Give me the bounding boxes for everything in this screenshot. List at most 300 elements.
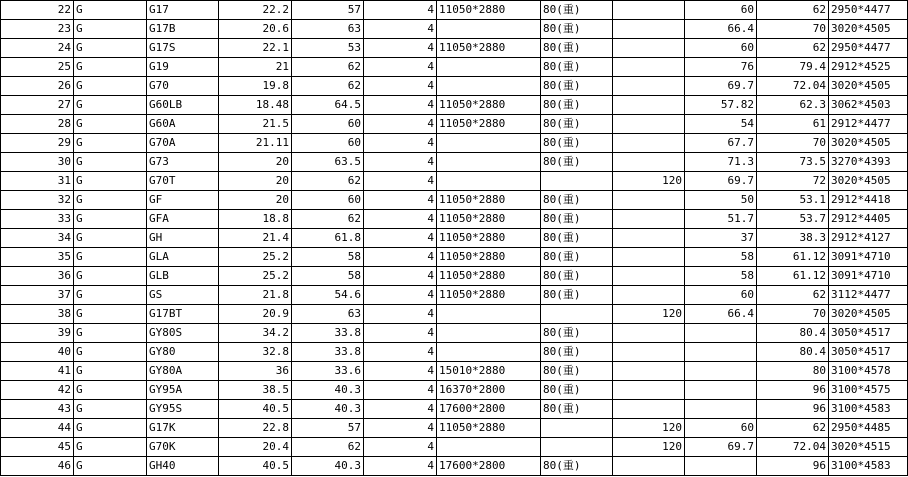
cell-size[interactable]: 3112*4477 — [829, 286, 908, 305]
cell-type[interactable]: G — [74, 77, 147, 96]
cell-col-value-c[interactable] — [613, 286, 685, 305]
cell-weight-class[interactable]: 80(重) — [541, 1, 613, 20]
cell-col-value-a[interactable]: 21.11 — [219, 134, 292, 153]
cell-col-value-a[interactable]: 22.1 — [219, 39, 292, 58]
cell-model[interactable]: GF — [147, 191, 219, 210]
cell-col-value-a[interactable]: 34.2 — [219, 324, 292, 343]
cell-col-count[interactable]: 4 — [364, 1, 437, 20]
cell-col-value-a[interactable]: 20 — [219, 153, 292, 172]
cell-size[interactable]: 3100*4578 — [829, 362, 908, 381]
cell-col-value-d[interactable] — [685, 362, 757, 381]
cell-col-count[interactable]: 4 — [364, 267, 437, 286]
cell-col-value-a[interactable]: 21.5 — [219, 115, 292, 134]
cell-type[interactable]: G — [74, 267, 147, 286]
cell-row-number[interactable]: 26 — [1, 77, 74, 96]
cell-col-value-b[interactable]: 54.6 — [292, 286, 364, 305]
cell-weight-class[interactable]: 80(重) — [541, 457, 613, 476]
cell-weight-class[interactable] — [541, 419, 613, 438]
cell-col-value-a[interactable]: 18.8 — [219, 210, 292, 229]
cell-col-value-c[interactable] — [613, 343, 685, 362]
cell-type[interactable]: G — [74, 419, 147, 438]
cell-col-value-b[interactable]: 60 — [292, 191, 364, 210]
cell-size[interactable]: 2912*4477 — [829, 115, 908, 134]
cell-col-value-b[interactable]: 58 — [292, 248, 364, 267]
cell-size[interactable]: 3020*4505 — [829, 305, 908, 324]
cell-model[interactable]: G17B — [147, 20, 219, 39]
cell-weight-class[interactable] — [541, 438, 613, 457]
cell-dimensions[interactable] — [437, 305, 541, 324]
cell-col-count[interactable]: 4 — [364, 39, 437, 58]
cell-col-value-a[interactable]: 22.8 — [219, 419, 292, 438]
cell-dimensions[interactable]: 15010*2880 — [437, 362, 541, 381]
cell-col-value-e[interactable]: 62 — [757, 419, 829, 438]
cell-col-value-d[interactable]: 67.7 — [685, 134, 757, 153]
cell-col-value-b[interactable]: 62 — [292, 172, 364, 191]
cell-row-number[interactable]: 32 — [1, 191, 74, 210]
cell-col-value-c[interactable] — [613, 229, 685, 248]
cell-col-count[interactable]: 4 — [364, 438, 437, 457]
cell-col-value-c[interactable]: 120 — [613, 305, 685, 324]
cell-row-number[interactable]: 46 — [1, 457, 74, 476]
cell-row-number[interactable]: 42 — [1, 381, 74, 400]
cell-col-value-c[interactable]: 120 — [613, 438, 685, 457]
cell-col-value-b[interactable]: 33.8 — [292, 324, 364, 343]
cell-col-value-b[interactable]: 58 — [292, 267, 364, 286]
cell-col-value-b[interactable]: 62 — [292, 58, 364, 77]
cell-col-value-e[interactable]: 80.4 — [757, 324, 829, 343]
cell-dimensions[interactable]: 11050*2880 — [437, 191, 541, 210]
cell-col-value-b[interactable]: 62 — [292, 210, 364, 229]
cell-dimensions[interactable]: 16370*2800 — [437, 381, 541, 400]
cell-weight-class[interactable]: 80(重) — [541, 20, 613, 39]
cell-col-value-c[interactable] — [613, 1, 685, 20]
cell-col-count[interactable]: 4 — [364, 343, 437, 362]
cell-type[interactable]: G — [74, 248, 147, 267]
cell-size[interactable]: 3020*4505 — [829, 20, 908, 39]
cell-model[interactable]: G70 — [147, 77, 219, 96]
cell-model[interactable]: GLB — [147, 267, 219, 286]
cell-col-value-e[interactable]: 80.4 — [757, 343, 829, 362]
cell-col-value-a[interactable]: 21.4 — [219, 229, 292, 248]
cell-dimensions[interactable]: 11050*2880 — [437, 96, 541, 115]
cell-model[interactable]: G70T — [147, 172, 219, 191]
cell-col-count[interactable]: 4 — [364, 20, 437, 39]
cell-weight-class[interactable]: 80(重) — [541, 400, 613, 419]
cell-col-value-c[interactable] — [613, 381, 685, 400]
cell-size[interactable]: 3091*4710 — [829, 267, 908, 286]
cell-size[interactable]: 3020*4505 — [829, 134, 908, 153]
cell-dimensions[interactable]: 17600*2800 — [437, 457, 541, 476]
cell-col-value-c[interactable] — [613, 267, 685, 286]
cell-weight-class[interactable]: 80(重) — [541, 191, 613, 210]
cell-dimensions[interactable] — [437, 20, 541, 39]
cell-col-value-b[interactable]: 57 — [292, 1, 364, 20]
cell-type[interactable]: G — [74, 39, 147, 58]
cell-model[interactable]: GY80S — [147, 324, 219, 343]
cell-dimensions[interactable]: 11050*2880 — [437, 286, 541, 305]
cell-weight-class[interactable]: 80(重) — [541, 58, 613, 77]
cell-size[interactable]: 3050*4517 — [829, 343, 908, 362]
cell-col-value-d[interactable]: 66.4 — [685, 305, 757, 324]
cell-row-number[interactable]: 44 — [1, 419, 74, 438]
cell-type[interactable]: G — [74, 134, 147, 153]
cell-size[interactable]: 2950*4485 — [829, 419, 908, 438]
cell-col-value-e[interactable]: 61.12 — [757, 267, 829, 286]
cell-col-value-d[interactable]: 69.7 — [685, 438, 757, 457]
cell-col-value-e[interactable]: 62 — [757, 39, 829, 58]
cell-col-count[interactable]: 4 — [364, 305, 437, 324]
cell-row-number[interactable]: 22 — [1, 1, 74, 20]
cell-type[interactable]: G — [74, 191, 147, 210]
cell-col-count[interactable]: 4 — [364, 324, 437, 343]
cell-dimensions[interactable]: 11050*2880 — [437, 1, 541, 20]
cell-col-count[interactable]: 4 — [364, 96, 437, 115]
cell-col-value-a[interactable]: 20.4 — [219, 438, 292, 457]
cell-col-value-a[interactable]: 40.5 — [219, 400, 292, 419]
cell-col-value-d[interactable]: 50 — [685, 191, 757, 210]
cell-weight-class[interactable]: 80(重) — [541, 229, 613, 248]
cell-model[interactable]: G70A — [147, 134, 219, 153]
cell-col-value-c[interactable] — [613, 96, 685, 115]
cell-type[interactable]: G — [74, 286, 147, 305]
cell-col-value-a[interactable]: 20 — [219, 191, 292, 210]
cell-size[interactable]: 2912*4405 — [829, 210, 908, 229]
cell-weight-class[interactable]: 80(重) — [541, 115, 613, 134]
cell-model[interactable]: G19 — [147, 58, 219, 77]
cell-col-count[interactable]: 4 — [364, 229, 437, 248]
cell-row-number[interactable]: 37 — [1, 286, 74, 305]
cell-col-count[interactable]: 4 — [364, 58, 437, 77]
cell-size[interactable]: 3062*4503 — [829, 96, 908, 115]
cell-col-value-a[interactable]: 19.8 — [219, 77, 292, 96]
cell-col-value-d[interactable] — [685, 400, 757, 419]
cell-dimensions[interactable]: 11050*2880 — [437, 229, 541, 248]
cell-col-value-b[interactable]: 63.5 — [292, 153, 364, 172]
cell-weight-class[interactable]: 80(重) — [541, 381, 613, 400]
cell-col-value-d[interactable]: 60 — [685, 1, 757, 20]
cell-row-number[interactable]: 27 — [1, 96, 74, 115]
cell-type[interactable]: G — [74, 229, 147, 248]
cell-dimensions[interactable] — [437, 343, 541, 362]
cell-weight-class[interactable]: 80(重) — [541, 343, 613, 362]
cell-type[interactable]: G — [74, 400, 147, 419]
cell-col-value-b[interactable]: 40.3 — [292, 400, 364, 419]
cell-type[interactable]: G — [74, 343, 147, 362]
cell-row-number[interactable]: 25 — [1, 58, 74, 77]
cell-size[interactable]: 3100*4583 — [829, 457, 908, 476]
cell-col-value-e[interactable]: 96 — [757, 457, 829, 476]
cell-col-value-c[interactable] — [613, 248, 685, 267]
cell-size[interactable]: 3091*4710 — [829, 248, 908, 267]
cell-dimensions[interactable] — [437, 153, 541, 172]
cell-weight-class[interactable]: 80(重) — [541, 267, 613, 286]
cell-col-count[interactable]: 4 — [364, 362, 437, 381]
cell-model[interactable]: GY95A — [147, 381, 219, 400]
cell-col-value-c[interactable] — [613, 58, 685, 77]
cell-row-number[interactable]: 24 — [1, 39, 74, 58]
cell-col-count[interactable]: 4 — [364, 419, 437, 438]
cell-row-number[interactable]: 38 — [1, 305, 74, 324]
cell-col-value-d[interactable]: 51.7 — [685, 210, 757, 229]
cell-row-number[interactable]: 36 — [1, 267, 74, 286]
cell-type[interactable]: G — [74, 58, 147, 77]
cell-col-value-d[interactable]: 60 — [685, 39, 757, 58]
cell-row-number[interactable]: 33 — [1, 210, 74, 229]
cell-col-value-a[interactable]: 32.8 — [219, 343, 292, 362]
cell-size[interactable]: 3020*4505 — [829, 172, 908, 191]
cell-size[interactable]: 3100*4575 — [829, 381, 908, 400]
cell-type[interactable]: G — [74, 438, 147, 457]
cell-col-value-d[interactable] — [685, 343, 757, 362]
cell-col-value-a[interactable]: 20.6 — [219, 20, 292, 39]
cell-col-count[interactable]: 4 — [364, 77, 437, 96]
cell-col-value-b[interactable]: 57 — [292, 419, 364, 438]
cell-dimensions[interactable] — [437, 77, 541, 96]
cell-weight-class[interactable]: 80(重) — [541, 77, 613, 96]
cell-weight-class[interactable] — [541, 172, 613, 191]
cell-model[interactable]: GY95S — [147, 400, 219, 419]
cell-col-value-b[interactable]: 63 — [292, 305, 364, 324]
cell-col-value-d[interactable]: 58 — [685, 267, 757, 286]
cell-col-value-e[interactable]: 62.3 — [757, 96, 829, 115]
cell-col-value-e[interactable]: 80 — [757, 362, 829, 381]
cell-weight-class[interactable]: 80(重) — [541, 134, 613, 153]
cell-row-number[interactable]: 39 — [1, 324, 74, 343]
cell-model[interactable]: G17S — [147, 39, 219, 58]
cell-type[interactable]: G — [74, 96, 147, 115]
cell-col-value-c[interactable] — [613, 115, 685, 134]
cell-col-value-b[interactable]: 64.5 — [292, 96, 364, 115]
cell-col-value-d[interactable]: 66.4 — [685, 20, 757, 39]
cell-size[interactable]: 2950*4477 — [829, 1, 908, 20]
cell-col-value-c[interactable] — [613, 134, 685, 153]
cell-type[interactable]: G — [74, 172, 147, 191]
cell-model[interactable]: GY80 — [147, 343, 219, 362]
cell-col-count[interactable]: 4 — [364, 172, 437, 191]
cell-size[interactable]: 3020*4505 — [829, 77, 908, 96]
cell-size[interactable]: 3270*4393 — [829, 153, 908, 172]
cell-size[interactable]: 2912*4127 — [829, 229, 908, 248]
cell-size[interactable]: 3050*4517 — [829, 324, 908, 343]
cell-col-value-a[interactable]: 20.9 — [219, 305, 292, 324]
cell-col-value-c[interactable] — [613, 191, 685, 210]
cell-col-value-e[interactable]: 72.04 — [757, 77, 829, 96]
cell-col-value-e[interactable]: 38.3 — [757, 229, 829, 248]
cell-col-value-b[interactable]: 33.8 — [292, 343, 364, 362]
cell-dimensions[interactable]: 11050*2880 — [437, 248, 541, 267]
cell-col-value-c[interactable] — [613, 457, 685, 476]
cell-col-value-b[interactable]: 33.6 — [292, 362, 364, 381]
cell-col-value-e[interactable]: 70 — [757, 134, 829, 153]
cell-weight-class[interactable]: 80(重) — [541, 39, 613, 58]
cell-dimensions[interactable] — [437, 324, 541, 343]
cell-col-value-e[interactable]: 70 — [757, 305, 829, 324]
cell-weight-class[interactable] — [541, 305, 613, 324]
cell-type[interactable]: G — [74, 210, 147, 229]
cell-dimensions[interactable]: 11050*2880 — [437, 267, 541, 286]
cell-size[interactable]: 2950*4477 — [829, 39, 908, 58]
cell-col-value-e[interactable]: 72.04 — [757, 438, 829, 457]
cell-col-count[interactable]: 4 — [364, 248, 437, 267]
cell-model[interactable]: GS — [147, 286, 219, 305]
cell-col-value-e[interactable]: 70 — [757, 20, 829, 39]
cell-col-value-a[interactable]: 18.48 — [219, 96, 292, 115]
cell-row-number[interactable]: 41 — [1, 362, 74, 381]
cell-size[interactable]: 3100*4583 — [829, 400, 908, 419]
cell-col-value-a[interactable]: 21 — [219, 58, 292, 77]
cell-col-value-e[interactable]: 96 — [757, 400, 829, 419]
cell-col-count[interactable]: 4 — [364, 400, 437, 419]
cell-col-value-b[interactable]: 62 — [292, 77, 364, 96]
cell-col-value-a[interactable]: 21.8 — [219, 286, 292, 305]
cell-col-value-c[interactable] — [613, 324, 685, 343]
cell-dimensions[interactable]: 17600*2800 — [437, 400, 541, 419]
cell-col-value-e[interactable]: 53.7 — [757, 210, 829, 229]
cell-col-value-e[interactable]: 62 — [757, 1, 829, 20]
cell-model[interactable]: G60LB — [147, 96, 219, 115]
cell-col-value-a[interactable]: 40.5 — [219, 457, 292, 476]
cell-col-value-d[interactable]: 54 — [685, 115, 757, 134]
cell-row-number[interactable]: 31 — [1, 172, 74, 191]
cell-weight-class[interactable]: 80(重) — [541, 153, 613, 172]
cell-col-value-b[interactable]: 62 — [292, 438, 364, 457]
cell-row-number[interactable]: 23 — [1, 20, 74, 39]
cell-col-value-d[interactable]: 57.82 — [685, 96, 757, 115]
cell-dimensions[interactable]: 11050*2880 — [437, 115, 541, 134]
cell-col-value-e[interactable]: 61 — [757, 115, 829, 134]
cell-col-value-c[interactable] — [613, 362, 685, 381]
cell-col-value-d[interactable]: 69.7 — [685, 172, 757, 191]
cell-col-value-b[interactable]: 40.3 — [292, 381, 364, 400]
cell-row-number[interactable]: 29 — [1, 134, 74, 153]
cell-col-value-d[interactable]: 76 — [685, 58, 757, 77]
cell-model[interactable]: G17BT — [147, 305, 219, 324]
cell-col-value-e[interactable]: 53.1 — [757, 191, 829, 210]
cell-col-value-a[interactable]: 22.2 — [219, 1, 292, 20]
cell-col-value-e[interactable]: 72 — [757, 172, 829, 191]
cell-type[interactable]: G — [74, 153, 147, 172]
cell-col-value-b[interactable]: 60 — [292, 134, 364, 153]
cell-row-number[interactable]: 30 — [1, 153, 74, 172]
cell-type[interactable]: G — [74, 362, 147, 381]
cell-row-number[interactable]: 43 — [1, 400, 74, 419]
cell-type[interactable]: G — [74, 1, 147, 20]
cell-col-value-c[interactable] — [613, 20, 685, 39]
cell-model[interactable]: GFA — [147, 210, 219, 229]
cell-col-value-c[interactable] — [613, 153, 685, 172]
cell-model[interactable]: G17 — [147, 1, 219, 20]
cell-col-value-d[interactable]: 60 — [685, 286, 757, 305]
cell-col-value-b[interactable]: 40.3 — [292, 457, 364, 476]
cell-dimensions[interactable]: 11050*2880 — [437, 419, 541, 438]
cell-model[interactable]: G70K — [147, 438, 219, 457]
cell-col-count[interactable]: 4 — [364, 210, 437, 229]
cell-type[interactable]: G — [74, 115, 147, 134]
cell-weight-class[interactable]: 80(重) — [541, 210, 613, 229]
cell-col-value-b[interactable]: 60 — [292, 115, 364, 134]
cell-col-value-d[interactable] — [685, 324, 757, 343]
cell-col-value-a[interactable]: 25.2 — [219, 248, 292, 267]
cell-weight-class[interactable]: 80(重) — [541, 248, 613, 267]
cell-col-value-d[interactable]: 60 — [685, 419, 757, 438]
cell-col-count[interactable]: 4 — [364, 286, 437, 305]
cell-col-value-e[interactable]: 61.12 — [757, 248, 829, 267]
cell-row-number[interactable]: 45 — [1, 438, 74, 457]
cell-dimensions[interactable] — [437, 58, 541, 77]
cell-col-value-d[interactable]: 69.7 — [685, 77, 757, 96]
cell-col-value-e[interactable]: 79.4 — [757, 58, 829, 77]
cell-col-value-c[interactable]: 120 — [613, 419, 685, 438]
cell-dimensions[interactable]: 11050*2880 — [437, 39, 541, 58]
cell-dimensions[interactable] — [437, 134, 541, 153]
cell-col-value-c[interactable]: 120 — [613, 172, 685, 191]
cell-col-value-e[interactable]: 96 — [757, 381, 829, 400]
cell-model[interactable]: GH40 — [147, 457, 219, 476]
cell-col-count[interactable]: 4 — [364, 134, 437, 153]
cell-dimensions[interactable]: 11050*2880 — [437, 210, 541, 229]
cell-row-number[interactable]: 35 — [1, 248, 74, 267]
cell-col-value-c[interactable] — [613, 39, 685, 58]
cell-col-value-e[interactable]: 62 — [757, 286, 829, 305]
cell-col-value-a[interactable]: 25.2 — [219, 267, 292, 286]
cell-model[interactable]: G60A — [147, 115, 219, 134]
cell-weight-class[interactable]: 80(重) — [541, 96, 613, 115]
cell-col-value-d[interactable]: 58 — [685, 248, 757, 267]
cell-col-value-a[interactable]: 38.5 — [219, 381, 292, 400]
cell-size[interactable]: 3020*4515 — [829, 438, 908, 457]
cell-col-value-d[interactable]: 37 — [685, 229, 757, 248]
cell-col-value-c[interactable] — [613, 400, 685, 419]
cell-size[interactable]: 2912*4525 — [829, 58, 908, 77]
cell-model[interactable]: GH — [147, 229, 219, 248]
cell-weight-class[interactable]: 80(重) — [541, 362, 613, 381]
cell-col-count[interactable]: 4 — [364, 381, 437, 400]
cell-col-count[interactable]: 4 — [364, 115, 437, 134]
cell-col-value-e[interactable]: 73.5 — [757, 153, 829, 172]
cell-type[interactable]: G — [74, 457, 147, 476]
cell-col-value-d[interactable] — [685, 457, 757, 476]
cell-row-number[interactable]: 40 — [1, 343, 74, 362]
cell-model[interactable]: GY80A — [147, 362, 219, 381]
cell-col-value-a[interactable]: 36 — [219, 362, 292, 381]
cell-type[interactable]: G — [74, 305, 147, 324]
cell-col-count[interactable]: 4 — [364, 153, 437, 172]
cell-model[interactable]: GLA — [147, 248, 219, 267]
cell-col-count[interactable]: 4 — [364, 191, 437, 210]
cell-model[interactable]: G73 — [147, 153, 219, 172]
cell-weight-class[interactable]: 80(重) — [541, 324, 613, 343]
cell-col-value-b[interactable]: 61.8 — [292, 229, 364, 248]
cell-col-value-c[interactable] — [613, 210, 685, 229]
cell-col-value-d[interactable] — [685, 381, 757, 400]
cell-row-number[interactable]: 34 — [1, 229, 74, 248]
cell-weight-class[interactable]: 80(重) — [541, 286, 613, 305]
cell-size[interactable]: 2912*4418 — [829, 191, 908, 210]
cell-type[interactable]: G — [74, 381, 147, 400]
cell-row-number[interactable]: 28 — [1, 115, 74, 134]
cell-dimensions[interactable] — [437, 438, 541, 457]
cell-col-value-b[interactable]: 53 — [292, 39, 364, 58]
cell-col-value-b[interactable]: 63 — [292, 20, 364, 39]
cell-col-count[interactable]: 4 — [364, 457, 437, 476]
cell-dimensions[interactable] — [437, 172, 541, 191]
cell-col-value-d[interactable]: 71.3 — [685, 153, 757, 172]
cell-col-value-c[interactable] — [613, 77, 685, 96]
cell-type[interactable]: G — [74, 20, 147, 39]
cell-type[interactable]: G — [74, 324, 147, 343]
cell-model[interactable]: G17K — [147, 419, 219, 438]
cell-col-value-a[interactable]: 20 — [219, 172, 292, 191]
